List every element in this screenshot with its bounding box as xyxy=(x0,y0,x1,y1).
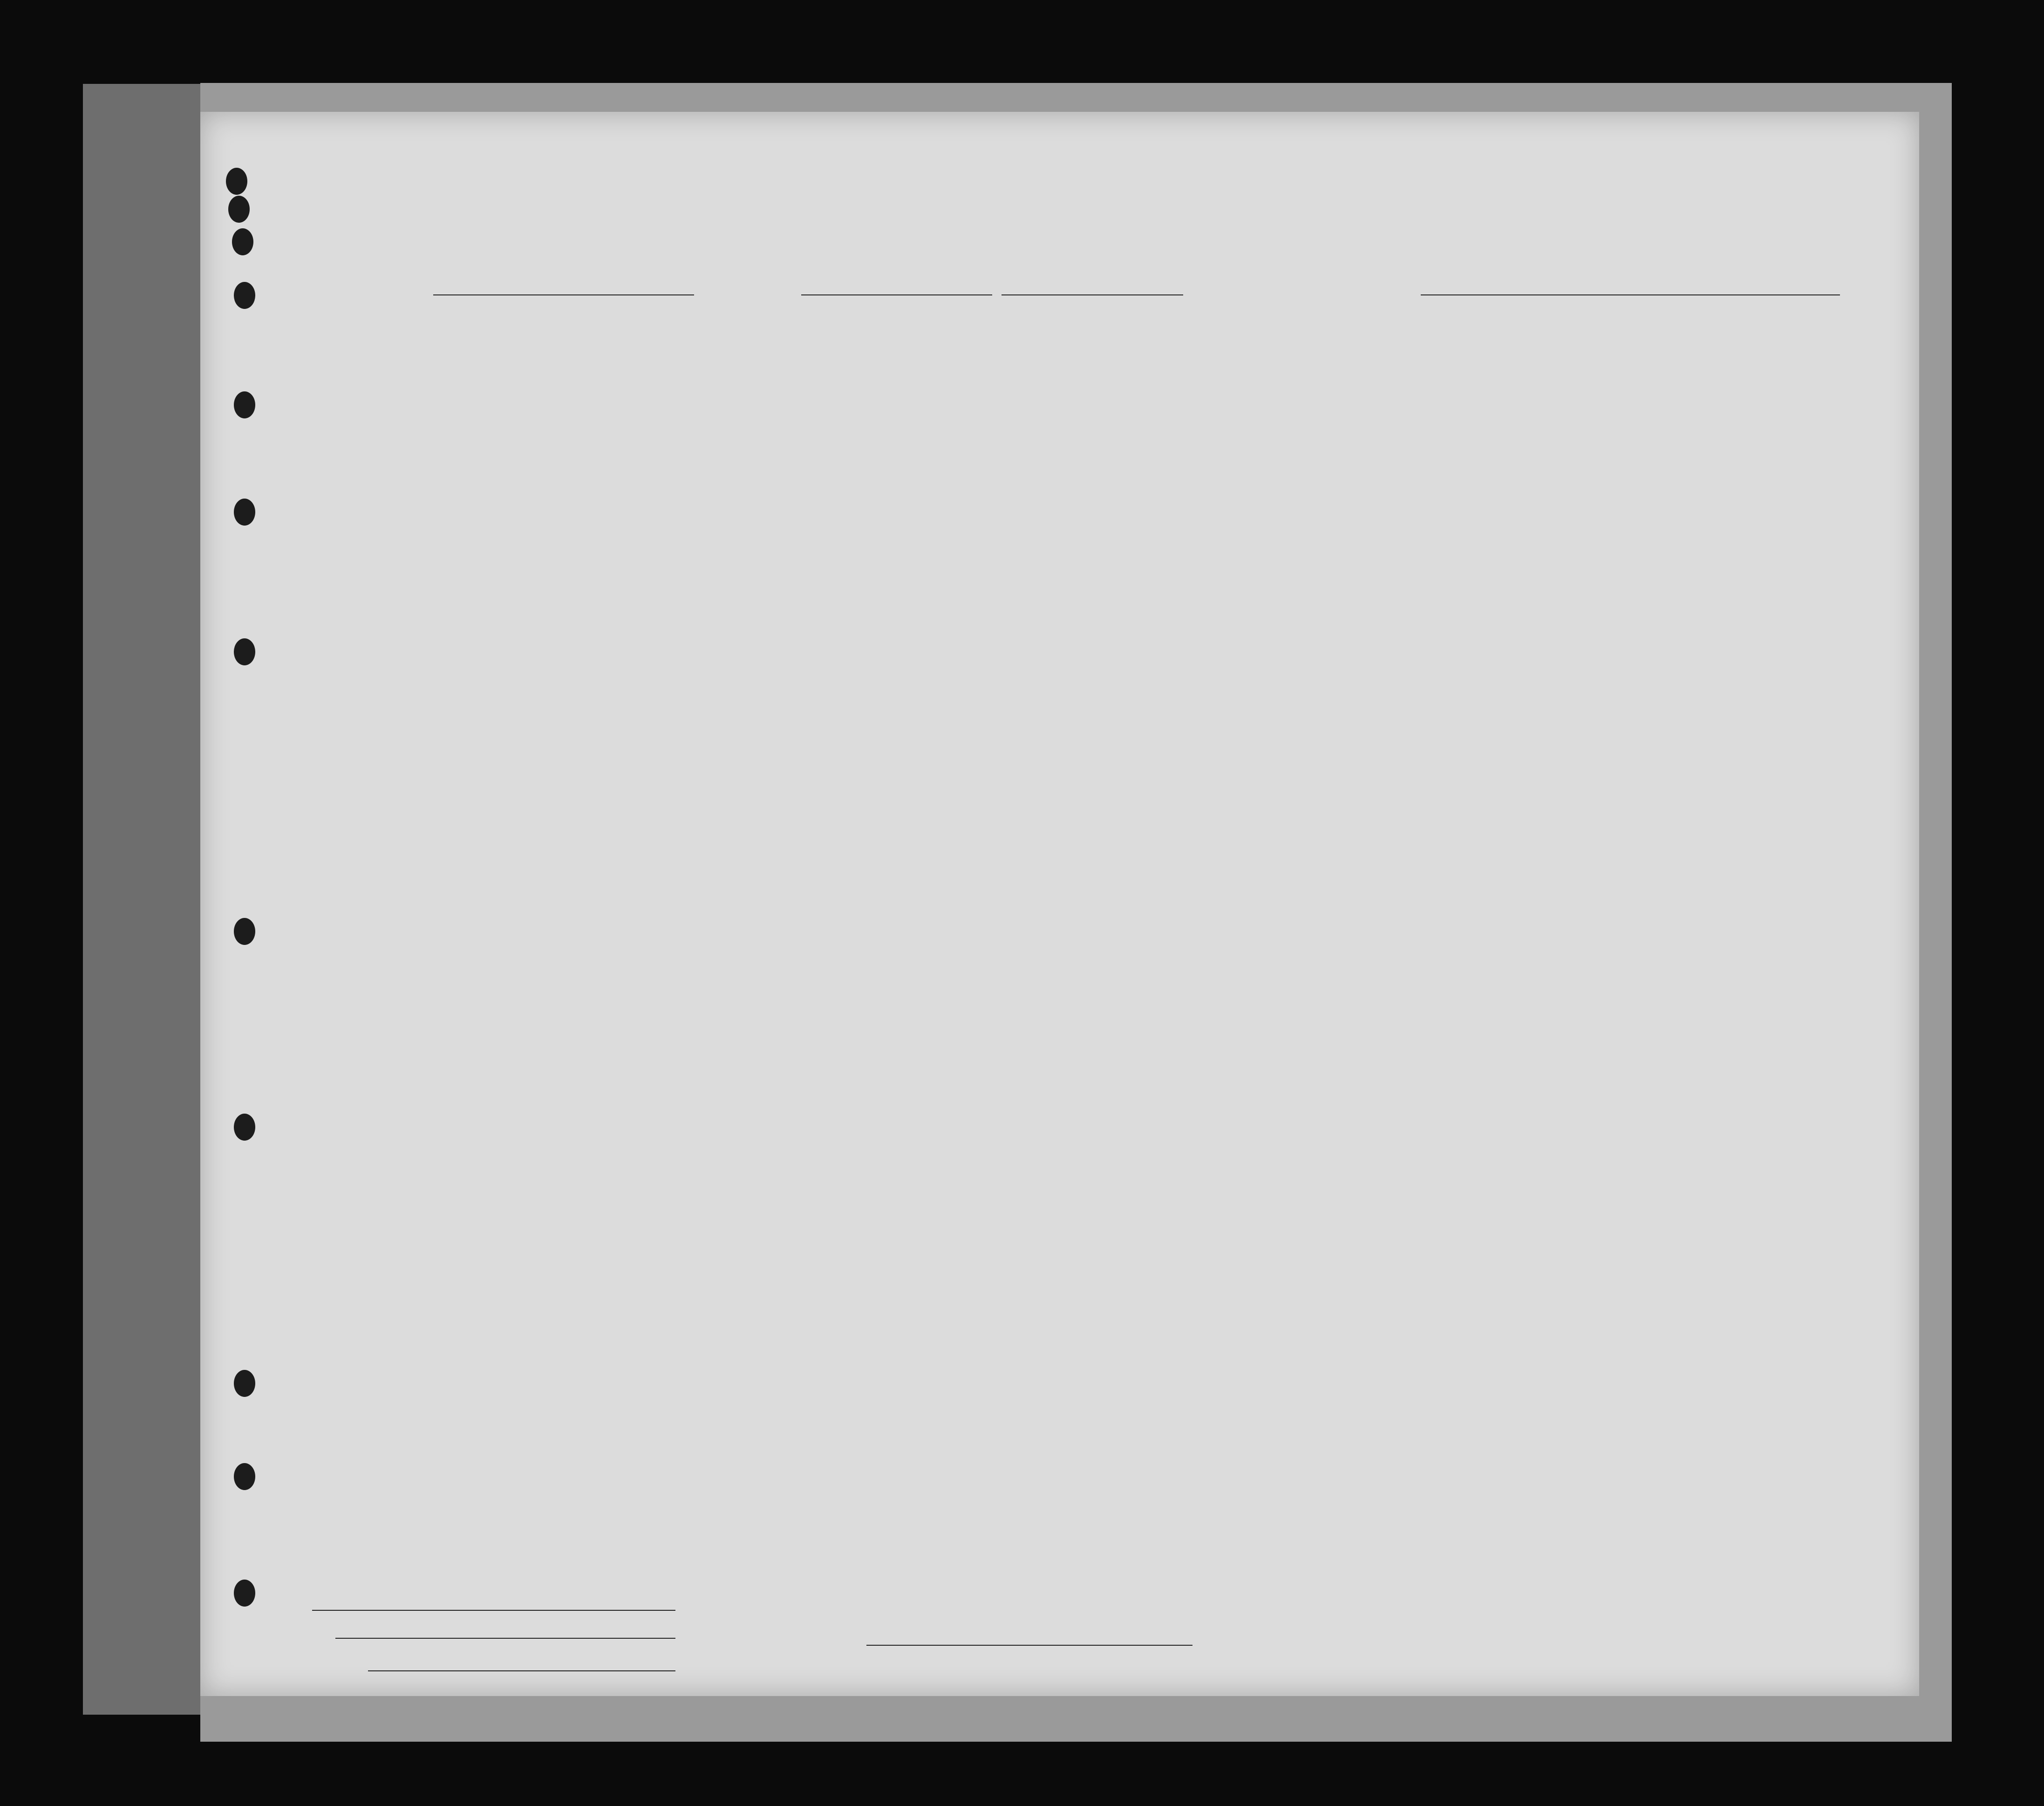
vessel-underline xyxy=(433,294,694,295)
punch-hole xyxy=(234,1370,255,1397)
from-underline xyxy=(1421,294,1840,295)
date-underline xyxy=(1002,294,1183,295)
punch-hole xyxy=(234,499,255,526)
line-rule xyxy=(312,1610,675,1611)
punch-hole xyxy=(234,1114,255,1141)
punch-hole xyxy=(234,1463,255,1490)
manifest-sheet xyxy=(200,112,1919,1696)
punch-hole xyxy=(234,1580,255,1607)
arriving-underline xyxy=(801,294,992,295)
punch-hole xyxy=(234,282,255,309)
agents-rule xyxy=(368,1670,675,1671)
signature-rule xyxy=(866,1645,1192,1646)
punch-hole xyxy=(226,168,247,195)
punch-hole xyxy=(232,228,253,255)
punch-hole xyxy=(234,391,255,418)
punch-hole xyxy=(228,196,250,223)
punch-hole xyxy=(234,918,255,945)
owners-rule xyxy=(335,1638,675,1639)
punch-hole xyxy=(234,638,255,665)
